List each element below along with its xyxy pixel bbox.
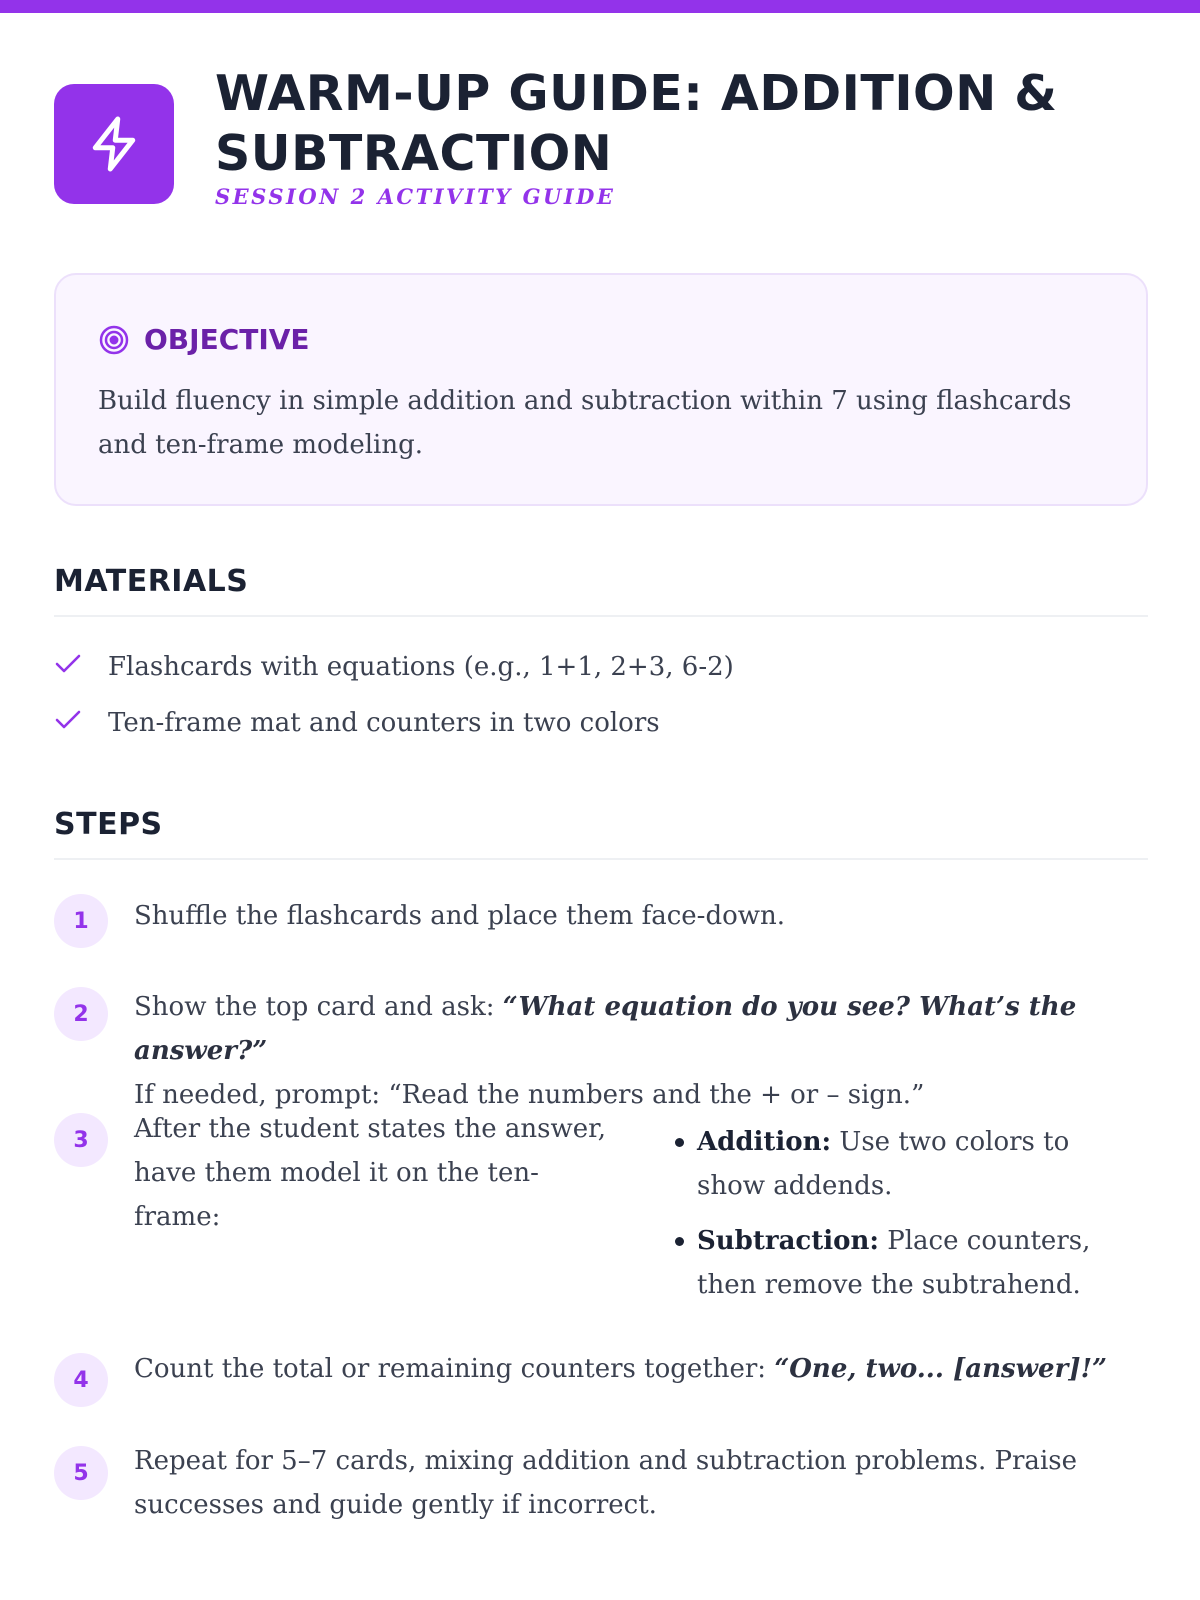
step-question: “What equation do you see? What’s the answer?” (134, 992, 1077, 1066)
objective-text: Build fluency in simple addition and subtraction within 7 using flashcards and ten-frame modeling. (98, 386, 1072, 460)
page-title (215, 64, 1115, 184)
material-text: Flashcards with equations (e.g., 1+1, 2+3, 6-2) (108, 652, 734, 682)
step-number-badge: 1 (54, 894, 108, 948)
list-item (697, 1219, 1127, 1307)
step-text (134, 985, 1154, 1117)
bullet-dot (675, 1138, 684, 1147)
step-text: Repeat for 5–7 cards, mixing addition and subtraction problems. Praise successes and guide gently if incorrect. (134, 1446, 1077, 1520)
page-title-line-1: WARM-UP GUIDE: ADDITION & (215, 65, 1058, 122)
objective-card (54, 273, 1148, 506)
bullet-text: Place counters, then remove the subtrahend. (697, 1226, 1091, 1300)
check-icon (54, 653, 82, 675)
step-number-badge: 3 (54, 1113, 108, 1167)
bullet-dot (675, 1237, 684, 1246)
step-prompt: If needed, prompt: “Read the numbers and the + or – sign.” (134, 1080, 925, 1110)
top-accent-bar (0, 0, 1200, 13)
step-text: Shuffle the flashcards and place them face-down. (134, 901, 786, 931)
step-text (134, 1347, 1154, 1391)
logo (54, 84, 174, 204)
steps-heading: STEPS (54, 807, 1148, 860)
step-number-badge: 2 (54, 987, 108, 1041)
bullet-label: Addition: (697, 1127, 832, 1157)
list-item (54, 652, 734, 682)
list-item (54, 708, 660, 738)
step-count-phrase: “One, two... [answer]!” (774, 1354, 1107, 1384)
check-icon (54, 709, 82, 731)
bullet-label: Subtraction: (697, 1226, 879, 1256)
bullet-text: Use two colors to show addends. (697, 1127, 1070, 1201)
page-title-line-2: SUBTRACTION (215, 125, 613, 182)
objective-label: OBJECTIVE (144, 323, 310, 356)
lightning-bolt-icon (84, 114, 144, 174)
material-text: Ten-frame mat and counters in two colors (108, 708, 660, 738)
step-number-badge: 5 (54, 1446, 108, 1500)
materials-heading: MATERIALS (54, 564, 1148, 617)
step-text-lead: Count the total or remaining counters together: (134, 1354, 767, 1384)
list-item (697, 1120, 1127, 1208)
step-number-badge: 4 (54, 1353, 108, 1407)
target-icon (98, 324, 130, 356)
step-text-lead: Show the top card and ask: (134, 992, 495, 1022)
step-text: After the student states the answer, have them model it on the ten-frame: (134, 1114, 606, 1232)
page-subtitle: SESSION 2 ACTIVITY GUIDE (215, 184, 616, 209)
